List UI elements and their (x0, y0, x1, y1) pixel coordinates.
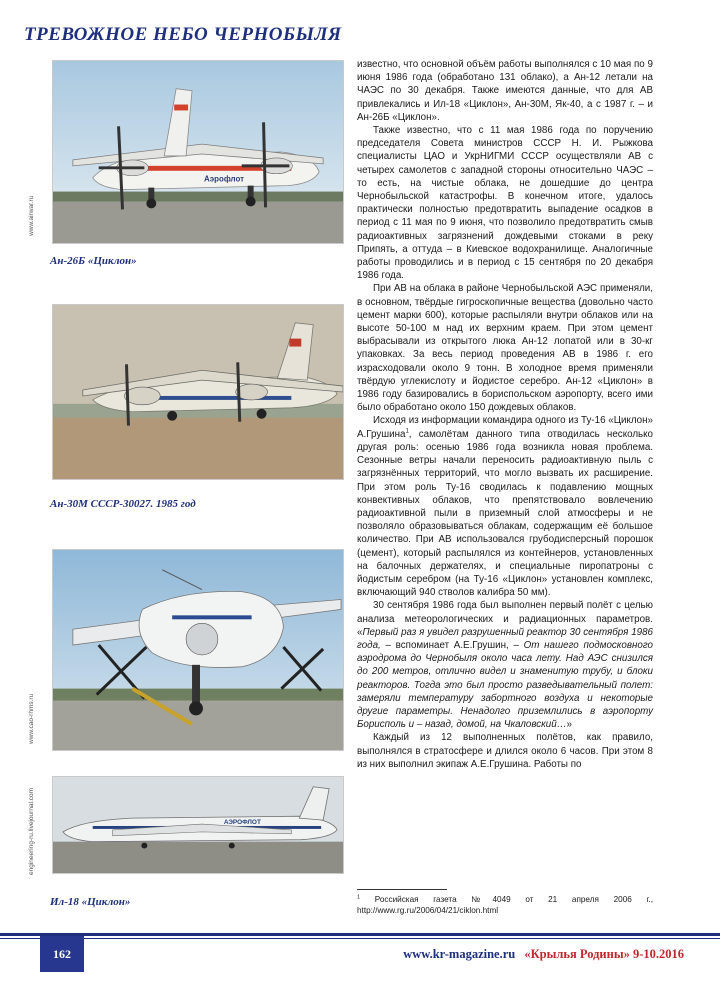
il18-side-photo (52, 776, 344, 874)
paragraph: При АВ на облака в районе Чернобыльской АЭС применяли, в основном, твёрдые гигроскопичные вещества (довольно часто цемент марки 600), которые распыляли внутри облаков или на высоте 50-100 м над их верхним краем. При этом цемент выбрасывали из открытого люка Ан-12 лопатой или в 30-кг упаковках. За весь период проведения АВ в 1986 г. его израсходовали около 9 тонн. В холодное время применяли твёрдую углекислоту и йодистое серебро. Ан-12 «Циклон» в 1986 году базировались в бориспольском аэропорту, всего ими было обработано около 150 дождевых облаков. (357, 283, 653, 414)
caption-an26: Ан-26Б «Циклон» (50, 255, 137, 267)
paragraph: Каждый из 12 выполненных полётов, как правило, выполнялся в стратосфере и длился около 6 часов. При этом 8 из них выполнил экипаж А.Е.Грушина. Работы по (357, 732, 653, 770)
paragraph (357, 414, 653, 599)
article-body (357, 58, 653, 771)
photo-credit-il18-side: engineering-ru.livejournal.com (28, 787, 35, 875)
quote-run: От нашего подмосковного аэродрома до Чернобыля около часа лету. Над АЭС снизился до 200 метров, отлично видел и знаменитую трубу, и блоки реакторов. Тогда это был просто разведывательный полет: замеряли температуру забортного воздуха и некоторые другие параметры. Ненадолго приземлились в аэропорту Борисполь и – назад, домой, на Чкаловский… (357, 639, 653, 731)
quote-run: Первый раз я увидел разрушенный реактор 30 сентября 1986 года, (357, 626, 653, 651)
il18-livery-text: АЭРОФЛОТ (223, 819, 261, 827)
an26-aircraft-photo (52, 60, 344, 244)
il18-aircraft-photo (52, 549, 344, 751)
footer-divider (0, 933, 720, 936)
page-number: 162 (40, 936, 84, 972)
an26-livery-text: Аэрофлот (203, 174, 245, 184)
footer-info (403, 947, 684, 962)
magazine-url[interactable]: www.kr-magazine.ru (403, 947, 516, 961)
an30-aircraft-photo (52, 304, 344, 480)
footer-divider-thin (0, 938, 720, 939)
text-run: , самолётам данного типа отводилась несколько другая роль: осенью 1986 года возникла новая проблема. Сезонные ветры начали переносить радиоактивную пыль с загрязнённых территорий, что могло вызвать их расширение. При этом роль Ту-16 сводилась к подавлению мощных конвективных облаков, что препятствовало вовлечению радиоактивной пыли в приземный слой атмосферы и не позволяло образовываться облакам, содержащим её большое количество. При АВ использовался грубодисперсный порошок (цемент), который распылялся из контейнеров, установленных на балочных держателях, и специальные пиропатроны с йодистым серебром (на Ту-16 «Циклон» установлен комплекс, включающий 940 стволов калибра 50 мм). (357, 428, 653, 599)
caption-an30: Ан-30М СССР-30027. 1985 год (50, 498, 196, 510)
text-run: » (566, 719, 572, 731)
caption-il18: Ил-18 «Циклон» (50, 896, 131, 908)
paragraph: Также известно, что с 11 мая 1986 года по поручению председателя Совета министров СССР Н. И. Рыжкова специалисты ЦАО и УкрНИГМИ СССР осуществляли АВ с четырех самолетов с западной стороны относительно ЧАЭС – то есть, на чистые облака, не дошедшие до центра Чернобыльской катастрофы. В конечном итоге, удалось практически полностью предотвратить выпадение осадков в период с 11 мая по 9 июня, что позволило предотвратить смыв радиоактивных загрязнений дождевыми стоками в реку Припять, а оттуда – в Киевское водохранилище. Аналогичные работы проводились и в период с 15 сентября по 20 декабря 1986 года. (357, 125, 653, 282)
footnote-ref: 1 (405, 428, 409, 435)
footnote-marker: 1 (357, 894, 361, 901)
section-title: ТРЕВОЖНОЕ НЕБО ЧЕРНОБЫЛЯ (24, 24, 342, 45)
footnote-divider (357, 889, 447, 890)
paragraph: известно, что основной объём работы выполнялся с 10 мая по 9 июня 1986 года (обработано 131 облако), а Ан-12 летали на ЧАЭС по 30 декабря. Также имеются данные, что для АВ привлекались и Ил-18 «Циклон», Ан-30М, Як-40, а с 1987 г. – и Ан-26Б «Циклон». (357, 59, 653, 123)
text-run: Исходя из информации командира одного из Ту-16 «Циклон» А.Грушина (357, 415, 653, 440)
text-run: 30 сентября 1986 года был выполнен первый полёт с целью анализа метеорологических и радиационных параметров. « (357, 600, 653, 638)
photo-credit-an26: www.airwar.ru (28, 195, 35, 236)
paragraph (357, 599, 653, 731)
magazine-issue: «Крылья Родины» 9-10.2016 (524, 947, 684, 961)
text-run: – вспоминает А.Е.Грушин, – (380, 639, 524, 651)
footnote-text: Российская газета №4049 от 21 апреля 2006 г., http://www.rg.ru/2006/04/21/ciklon.html (357, 895, 653, 915)
photo-credit-il18-front: www.cao-rhms.ru (28, 693, 35, 744)
footnote (357, 894, 653, 916)
